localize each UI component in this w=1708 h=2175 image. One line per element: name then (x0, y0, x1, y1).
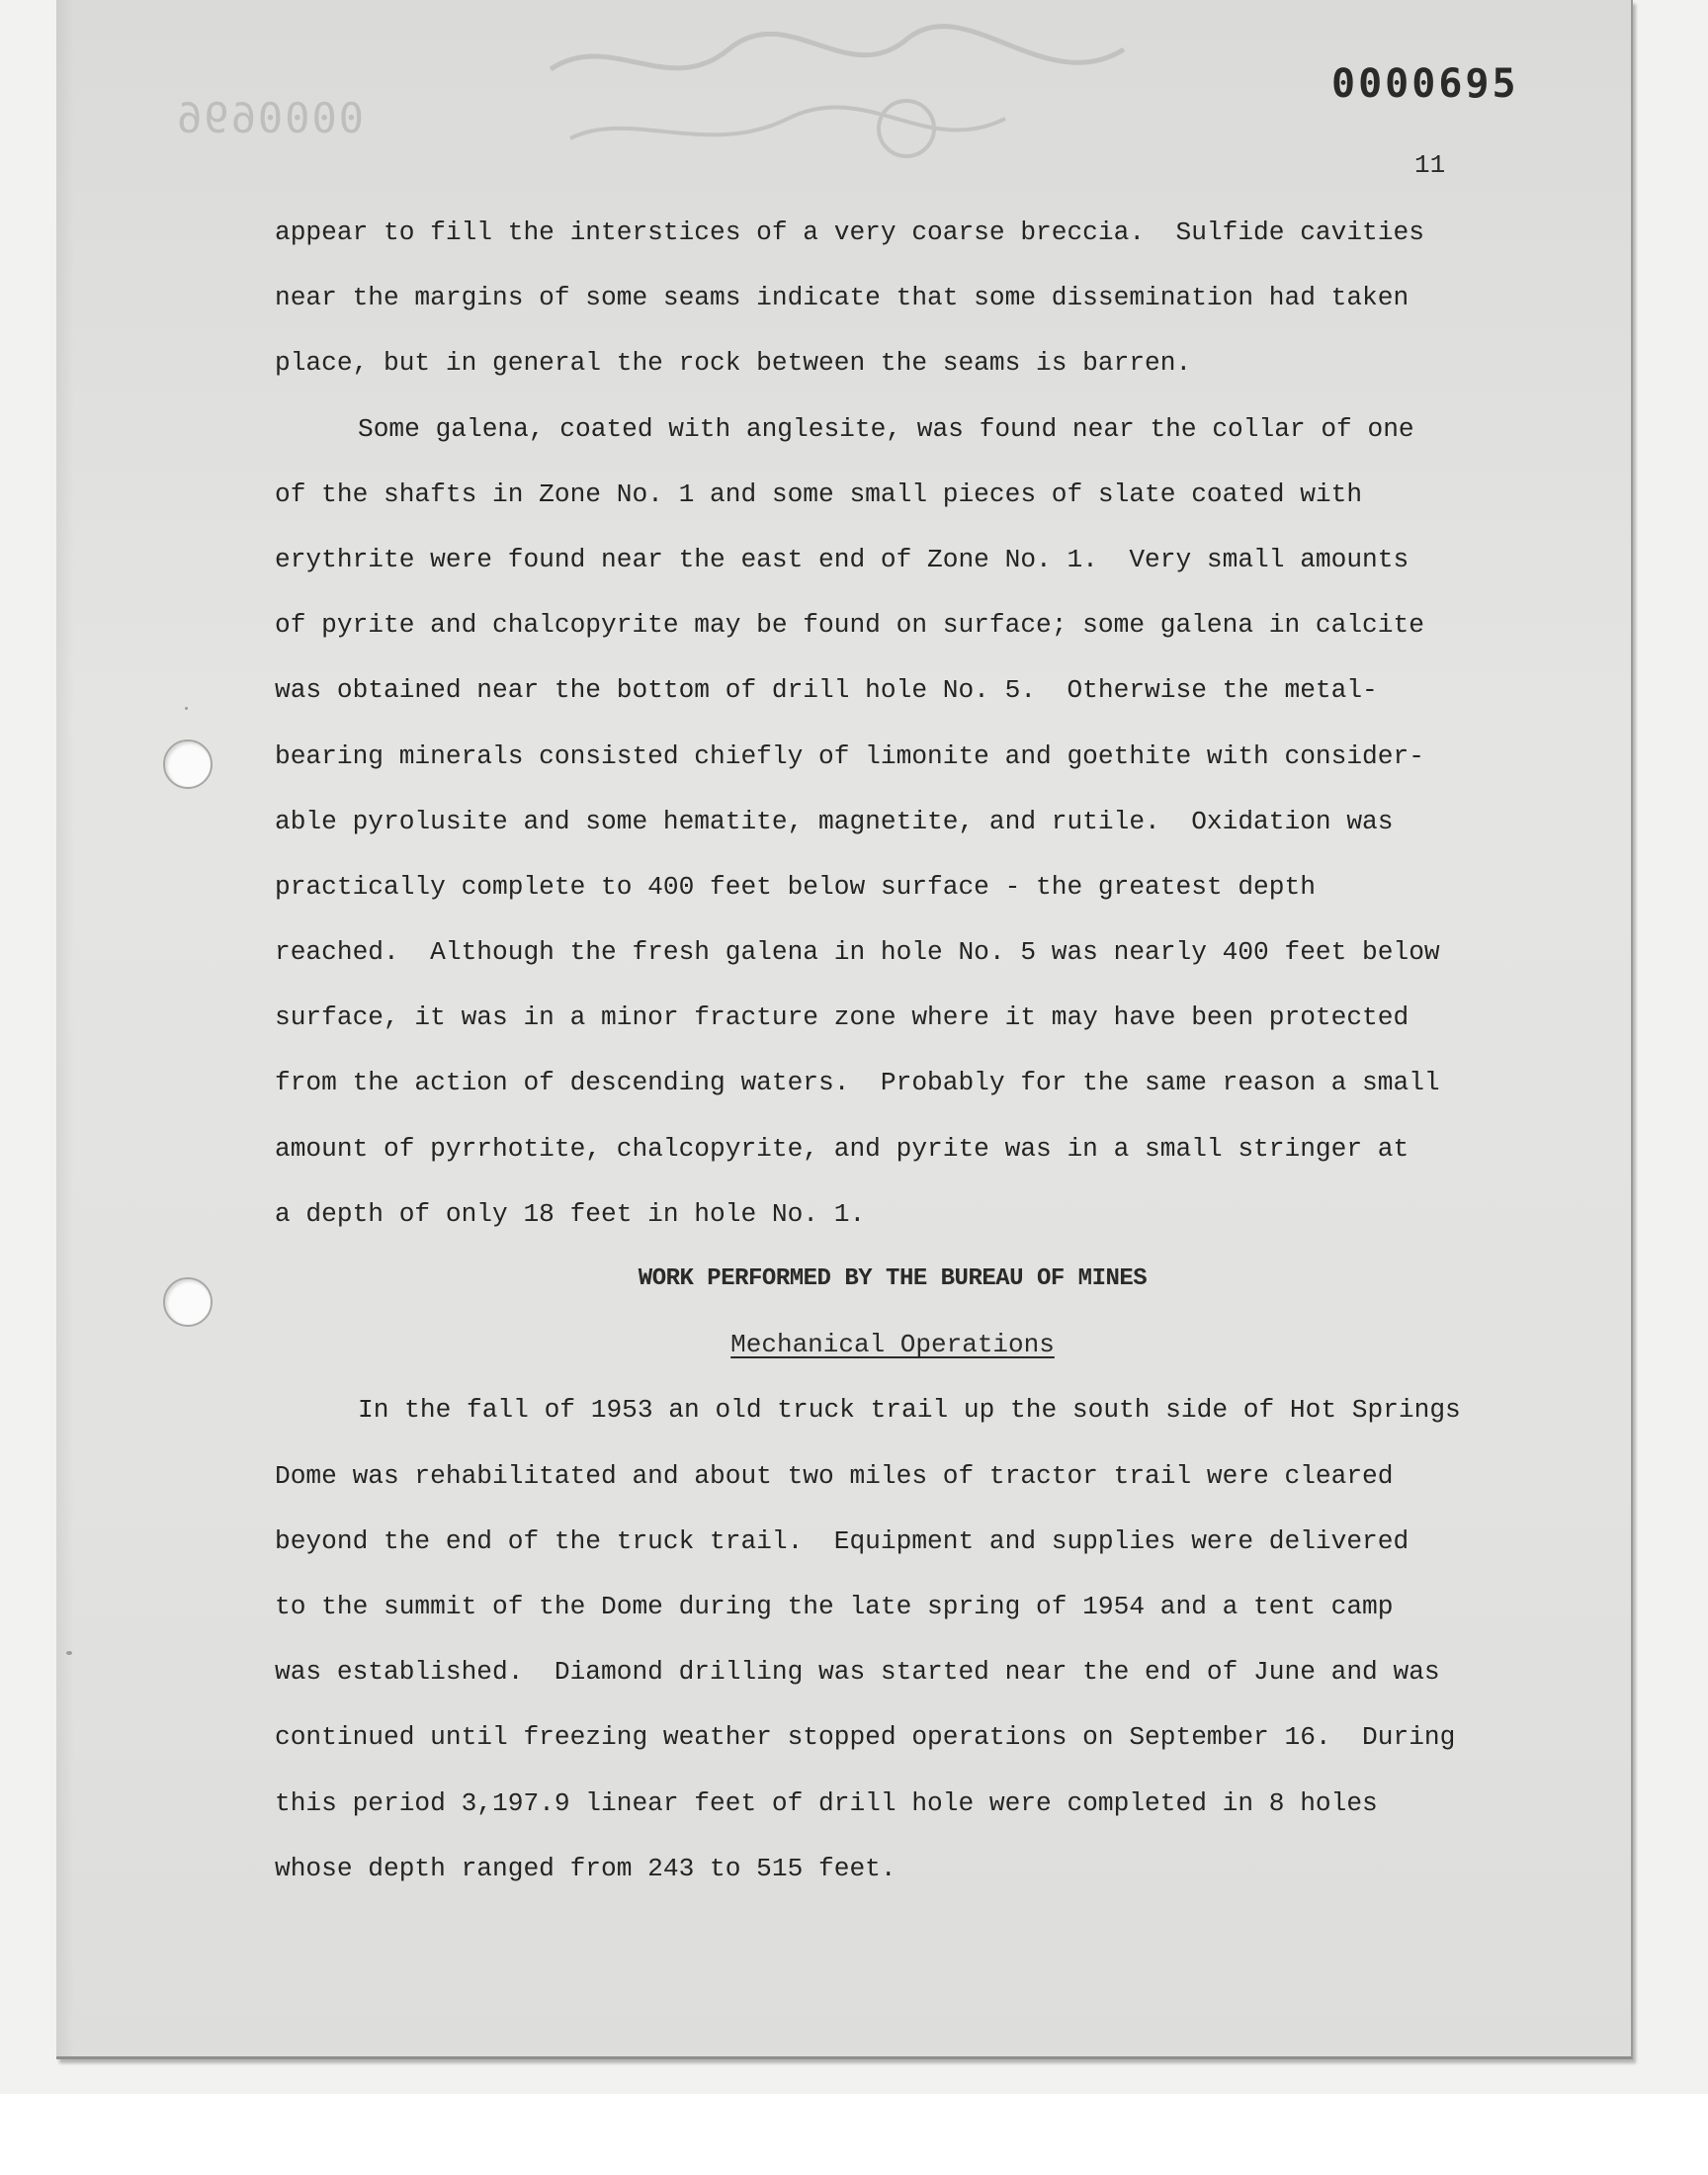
text-line: Some galena, coated with anglesite, was found near the collar of one (358, 413, 1414, 444)
text-line: continued until freezing weather stopped operations on September 16. During (275, 1722, 1456, 1753)
scan-speck (66, 1651, 72, 1655)
text-line: Dome was rehabilitated and about two miles of tractor trail were cleared (275, 1460, 1394, 1491)
subheading-text: Mechanical Operations (730, 1330, 1055, 1360)
bleed-through-stamp: 0000696 (175, 94, 365, 142)
text-line: to the summit of the Dome during the late spring of 1954 and a tent camp (275, 1591, 1394, 1621)
text-line: In the fall of 1953 an old truck trail up the south side of Hot Springs (358, 1395, 1461, 1426)
paragraph-1 (275, 208, 1560, 404)
page-number: 11 (1414, 150, 1446, 180)
paragraph-3 (275, 1385, 1560, 1909)
text-line: of pyrite and chalcopyrite may be found on surface; some galena in calcite (275, 610, 1424, 641)
section-subheading (275, 1320, 1510, 1385)
scan-speck (185, 707, 188, 710)
text-line: from the action of descending waters. Probably for the same reason a small (275, 1068, 1440, 1098)
text-line: near the margins of some seams indicate that some dissemination had taken (275, 283, 1409, 313)
text-line: beyond the end of the truck trail. Equipment and supplies were delivered (275, 1525, 1409, 1556)
text-line: surface, it was in a minor fracture zone where it may have been protected (275, 1002, 1409, 1033)
text-line: a depth of only 18 feet in hole No. 1. (275, 1198, 866, 1229)
text-line: appear to fill the interstices of a very coarse breccia. Sulfide cavities (275, 218, 1424, 247)
text-line: place, but in general the rock between the seams is barren. (275, 348, 1192, 379)
text-line: whose depth ranged from 243 to 515 feet. (275, 1853, 897, 1883)
document-stamp-number: 0000695 (1331, 61, 1519, 107)
punch-hole-top (163, 740, 213, 789)
text-line: of the shafts in Zone No. 1 and some small pieces of slate coated with (275, 478, 1363, 509)
text-line: practically complete to 400 feet below surface - the greatest depth (275, 871, 1316, 902)
paragraph-2 (275, 404, 1560, 1255)
document-body (275, 208, 1560, 1909)
text-line: amount of pyrrhotite, chalcopyrite, and pyrite was in a small stringer at (275, 1133, 1409, 1164)
text-line: was obtained near the bottom of drill hole No. 5. Otherwise the metal- (275, 675, 1378, 706)
text-line: was established. Diamond drilling was started near the end of June and was (275, 1657, 1440, 1688)
text-line: this period 3,197.9 linear feet of drill hole were completed in 8 holes (275, 1787, 1378, 1818)
text-line: reached. Although the fresh galena in hole No. 5 was nearly 400 feet below (275, 937, 1440, 968)
text-line: erythrite were found near the east end of Zone No. 1. Very small amounts (275, 544, 1409, 574)
text-line: bearing minerals consisted chiefly of limonite and goethite with consider- (275, 740, 1424, 771)
text-line: able pyrolusite and some hematite, magnetite, and rutile. Oxidation was (275, 806, 1394, 836)
section-heading: WORK PERFORMED BY THE BUREAU OF MINES (638, 1265, 1148, 1292)
punch-hole-bottom (163, 1277, 213, 1327)
bleed-through-scribble (531, 10, 1242, 188)
